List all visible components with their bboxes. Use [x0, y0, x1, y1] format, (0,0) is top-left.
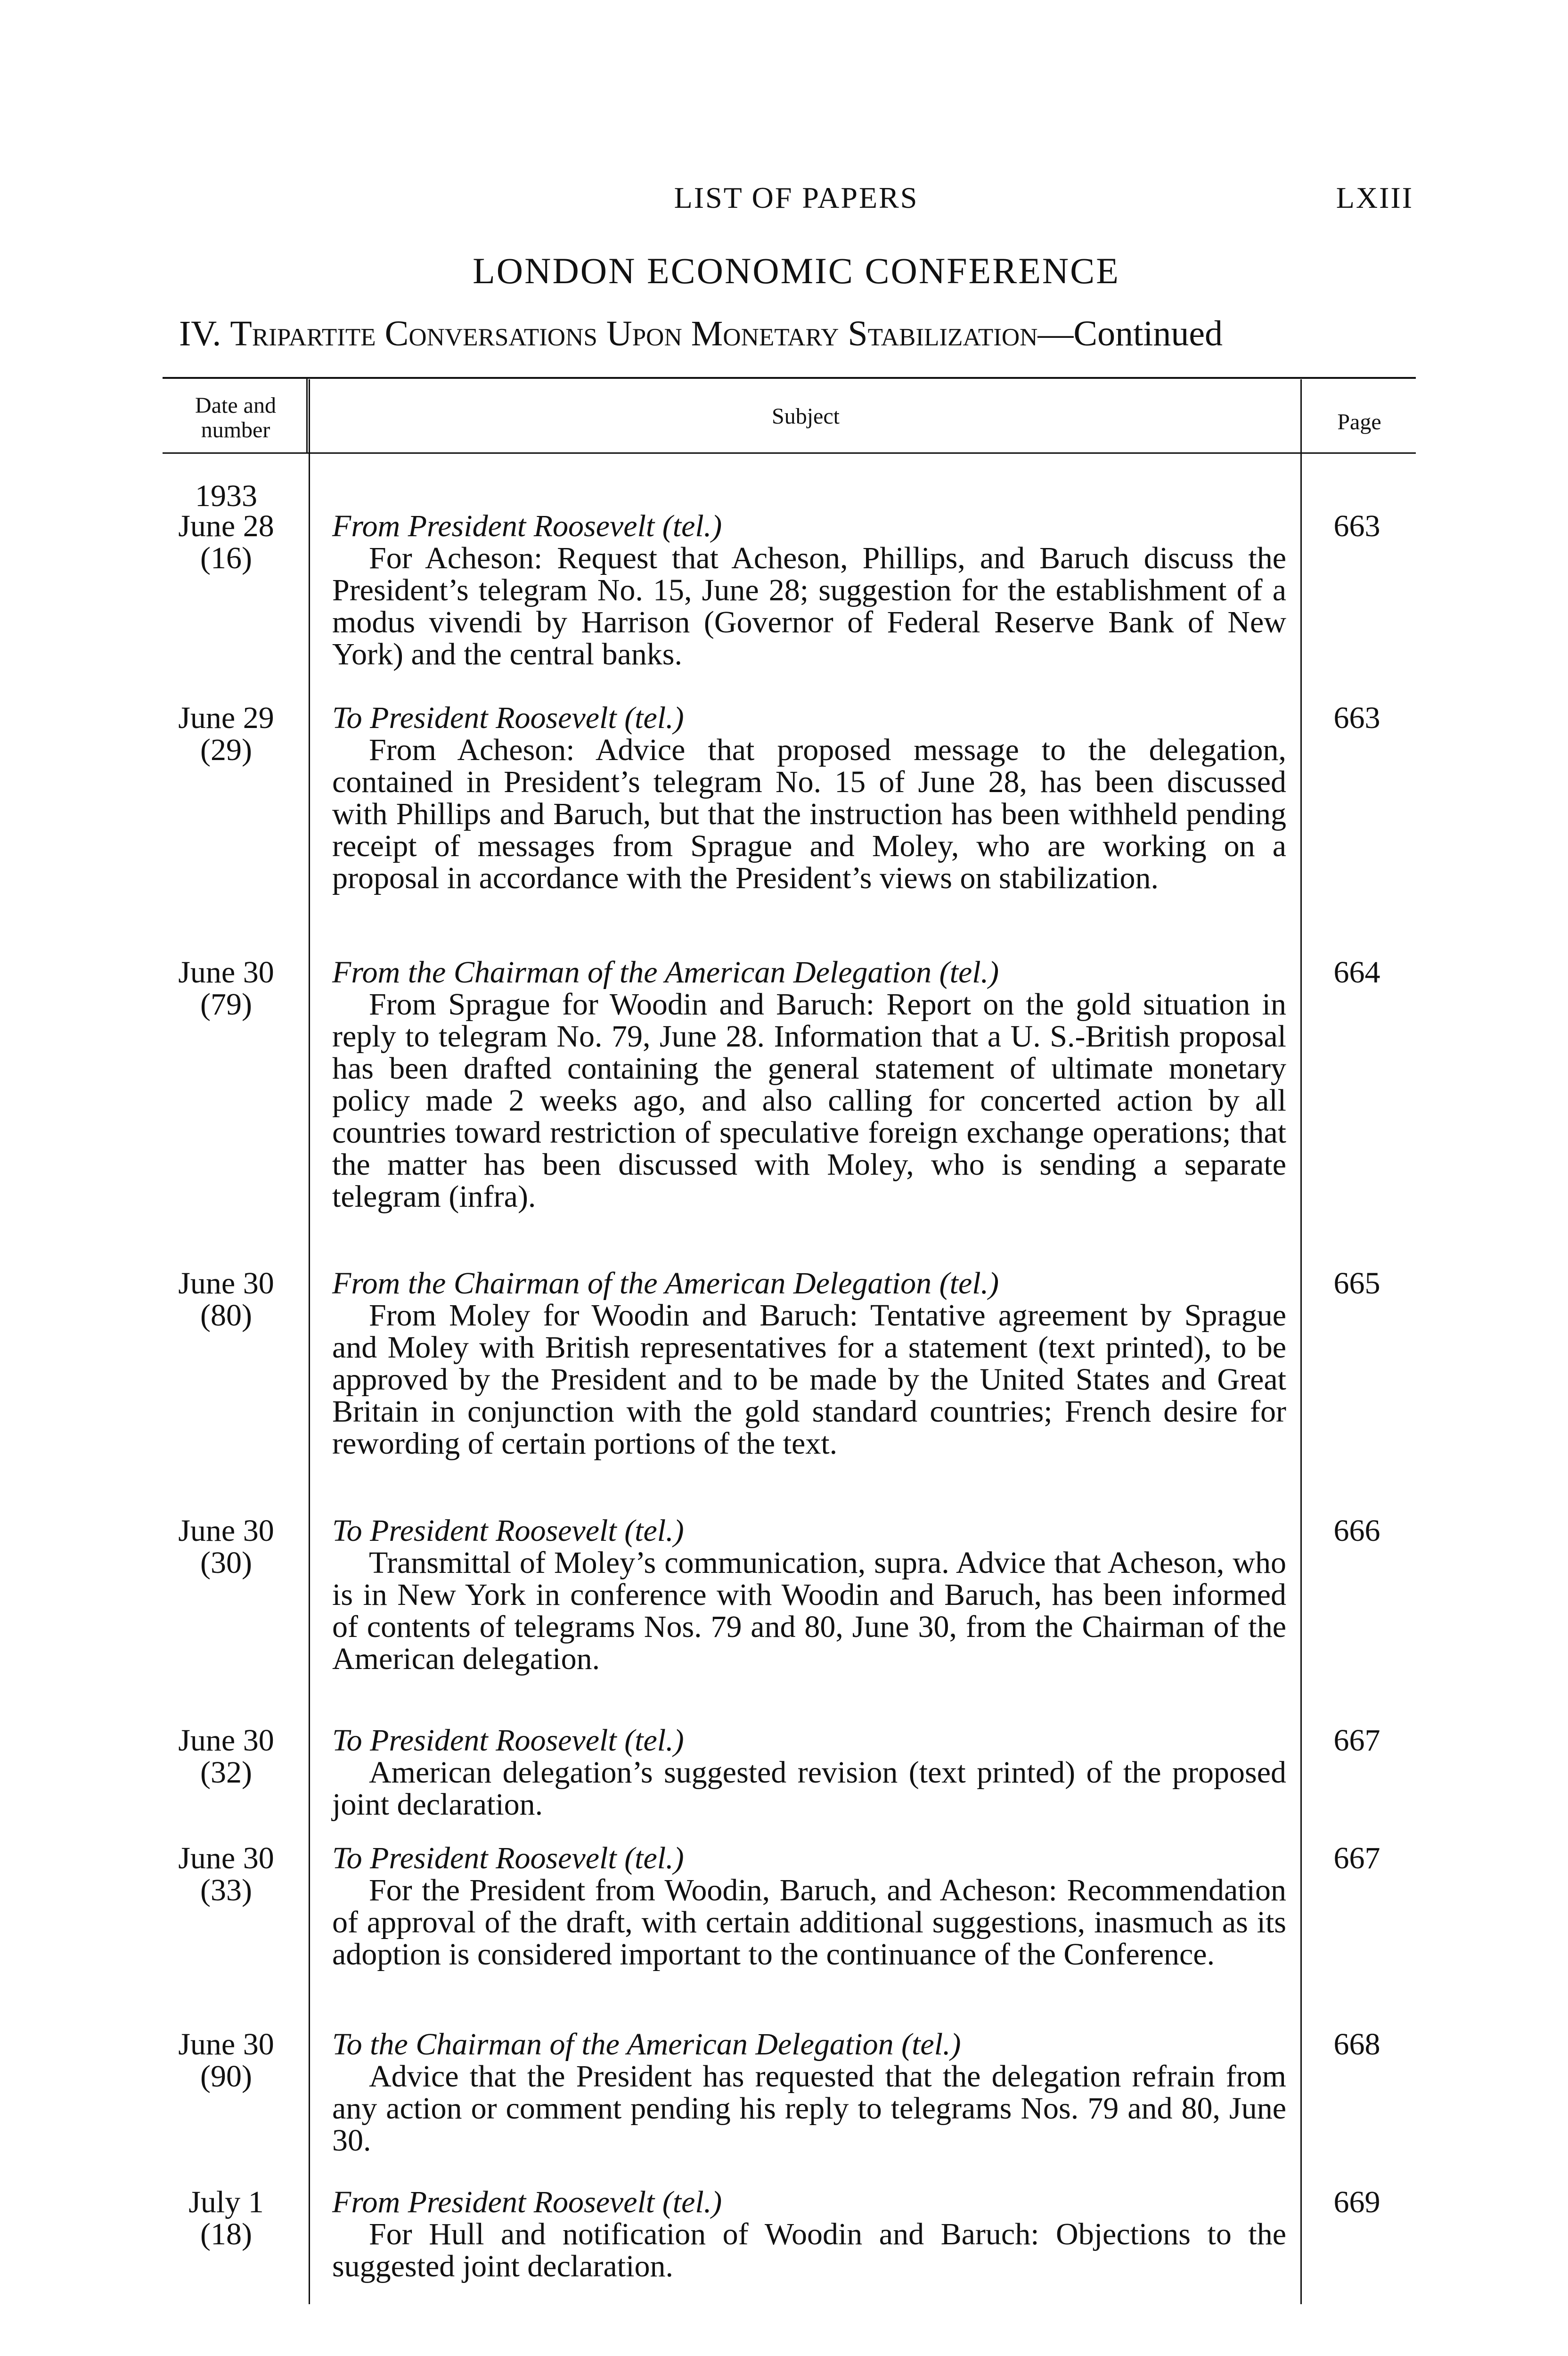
entry-description: From Acheson: Advice that proposed message to the delegation, contained in President’s telegram No. 15 of June 28, has been discussed with Phillips and Baruch, but that the instruction has been withheld pending receipt of messages from Sprague and Moley, who are working on a proposal in accordance with the President’s views on stabilization. [332, 733, 1286, 895]
page-heading: Page [1337, 409, 1381, 434]
subject-heading: Subject [772, 404, 840, 429]
entry-heading: To the Chairman of the American Delegation (tel.) [332, 2027, 961, 2062]
entry-description: For Hull and notification of Woodin and Baruch: Objections to the suggested joint declaration. [332, 2217, 1286, 2283]
entry-date: June 30 (90) [178, 2027, 274, 2094]
entry-heading: From the Chairman of the American Delegation (tel.) [332, 1266, 999, 1301]
entry-subject [332, 2186, 1286, 2282]
subject-column-right-rule [1300, 379, 1302, 2304]
running-head [179, 180, 1413, 218]
entry-page: 663 [1333, 509, 1380, 543]
entry-description: From Sprague for Woodin and Baruch: Report on the gold situation in reply to telegram No. 79, June 28. Information that a U. S.-British proposal has been drafted containing the general statement of ultimate monetary policy made 2 weeks ago, and also calling for concerted action by all countries toward restriction of speculative foreign exchange operations; that the matter has been discussed with Moley, who is sending a separate telegram (infra). [332, 987, 1286, 1214]
entry-subject [332, 702, 1286, 894]
header-bottom-rule [163, 452, 1416, 454]
entry-date: June 28 (16) [178, 509, 274, 575]
entry-heading: To President Roosevelt (tel.) [332, 1841, 684, 1875]
entry-page: 668 [1333, 2027, 1380, 2062]
entry-date: June 30 (32) [178, 1723, 274, 1790]
entry-subject [332, 2029, 1286, 2157]
section-continued: —Continued [1037, 314, 1223, 353]
entry-heading: From President Roosevelt (tel.) [332, 509, 722, 543]
entry-heading: From President Roosevelt (tel.) [332, 2185, 722, 2219]
entry-date: June 30 (79) [178, 955, 274, 1022]
entry-description: American delegation’s suggested revision (text printed) of the proposed joint declaration. [332, 1755, 1286, 1822]
entry-description: Advice that the President has requested that the delegation refrain from any action or comment pending his reply to telegrams Nos. 79 and 80, June 30. [332, 2059, 1286, 2158]
entry-date: June 30 (80) [178, 1266, 274, 1333]
entry-date: June 29 (29) [178, 701, 274, 767]
entry-page: 667 [1333, 1723, 1380, 1758]
entry-heading: To President Roosevelt (tel.) [332, 1513, 684, 1548]
subject-column-left-rule [309, 379, 310, 2304]
entry-subject [332, 1515, 1286, 1675]
section-title [179, 313, 1413, 354]
entry-heading: To President Roosevelt (tel.) [332, 1723, 684, 1758]
entry-page: 666 [1333, 1513, 1380, 1548]
entry-heading: To President Roosevelt (tel.) [332, 701, 684, 735]
entry-description: Transmittal of Moley’s communication, supra. Advice that Acheson, who is in New York in conference with Woodin and Baruch, has been informed of contents of telegrams Nos. 79 and 80, June 30, from the Chairman of the American delegation. [332, 1546, 1286, 1676]
entry-heading: From the Chairman of the American Delegation (tel.) [332, 955, 999, 990]
year-label: 1933 [195, 479, 257, 513]
entry-subject [332, 957, 1286, 1213]
entry-subject [332, 1842, 1286, 1971]
entry-page: 663 [1333, 701, 1380, 735]
entry-page: 664 [1333, 955, 1380, 990]
section-numeral: IV. [179, 314, 221, 353]
entry-subject [332, 1268, 1286, 1460]
entry-date: July 1 (18) [188, 2185, 264, 2251]
entry-subject [332, 1725, 1286, 1821]
entry-page: 669 [1333, 2185, 1380, 2219]
entry-date: June 30 (30) [178, 1513, 274, 1580]
entry-description: For the President from Woodin, Baruch, and Acheson: Recommendation of approval of the draft, with certain additional suggestions, inasmuch as its adoption is considered important to the continuance of the Conference. [332, 1873, 1286, 1972]
entry-date: June 30 (33) [178, 1841, 274, 1907]
page-folio: LXIII [1336, 181, 1413, 214]
section-name: Tripartite Conversations Upon Monetary Stabilization [230, 314, 1038, 353]
entry-page: 665 [1333, 1266, 1380, 1301]
entry-description: From Moley for Woodin and Baruch: Tentative agreement by Sprague and Moley with British representatives for a statement (text printed), to be approved by the President and to be made by the United States and Great Britain in conjunction with the gold standard countries; French desire for rewording of certain portions of the text. [332, 1298, 1286, 1461]
date-number-heading: Date and number [195, 393, 276, 442]
entry-page: 667 [1333, 1841, 1380, 1875]
entry-subject [332, 510, 1286, 671]
entry-description: For Acheson: Request that Acheson, Phillips, and Baruch discuss the President’s telegram No. 15, June 28; suggestion for the establishment of a modus vivendi by Harrison (Governor of Federal Reserve Bank of New York) and the central banks. [332, 541, 1286, 671]
conference-title: LONDON ECONOMIC CONFERENCE [473, 250, 1120, 291]
table-top-rule [163, 377, 1416, 379]
running-head-title: LIST OF PAPERS [674, 181, 919, 214]
date-column-rule [306, 377, 308, 452]
